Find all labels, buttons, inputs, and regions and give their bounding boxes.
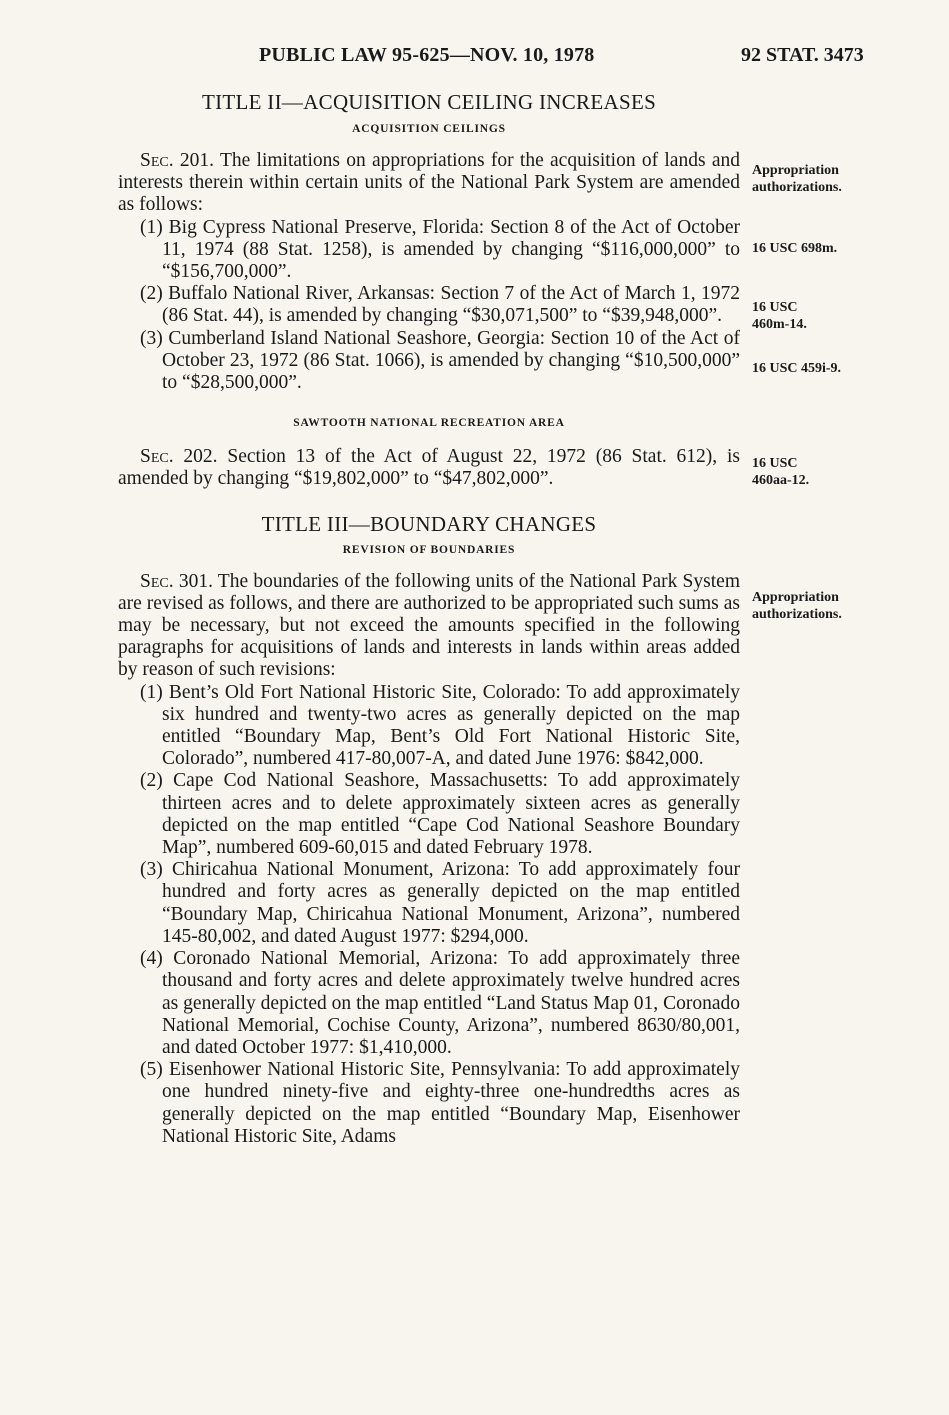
margin-note-usc-460m bbox=[752, 299, 807, 333]
sec-301-paragraph bbox=[118, 571, 740, 682]
sec-301-item-5: (5) Eisenhower National Historic Site, Pennsylvania: To add approximately one hundred ninety-five and eighty-three one-hundredths acres as generally depicted on the map entitled “Boundary Map, Eisenhower National Historic Site, Adams bbox=[140, 1059, 740, 1147]
sec-201-item-2: (2) Buffalo National River, Arkansas: Section 7 of the Act of March 1, 1972 (86 Stat. 44), is amended by changing “$30,071,500” to “$39,948,000”. bbox=[140, 283, 740, 327]
title-ii-heading: TITLE II—ACQUISITION CEILING INCREASES bbox=[201, 90, 657, 114]
margin-note-appropriation-2-line2: authorizations. bbox=[752, 607, 842, 622]
title-iii-heading: TITLE III—BOUNDARY CHANGES bbox=[261, 511, 597, 536]
sec-201-item-3: (3) Cumberland Island National Seashore, Georgia: Section 10 of the Act of October 23, 1972 (86 Stat. 1066), is amended by changing “$10,500,000” to “$28,500,000”. bbox=[140, 327, 740, 394]
sec-201-paragraph bbox=[118, 150, 740, 217]
sec-301-item-1: (1) Bent’s Old Fort National Historic Site, Colorado: To add approximately six hundred and twenty-two acres as generally depicted on the map entitled “Boundary Map, Bent’s Old Fort National Historic Site, Colorado”, numbered 417-80,007-A, and dated June 1976: $842,000. bbox=[140, 681, 740, 770]
sec-202-label: Sec. 202. bbox=[140, 446, 218, 468]
sec-301-item-4: (4) Coronado National Memorial, Arizona: To add approximately three thousand and forty acres and delete approximately twelve hundred acres as generally depicted on the map entitled “Land Status Map 01, Coronado National Memorial, Cochise County, Arizona”, numbered 8630/80,001, and dated October 1977: $1,410,000. bbox=[140, 948, 740, 1058]
sec-301-item-2: (2) Cape Cod National Seashore, Massachusetts: To add approximately thirteen acres and to delete approximately sixteen acres as generally depicted on the map entitled “Cape Cod National Seashore Boundary Map”, numbered 609-60,015 and dated February 1978. bbox=[140, 770, 740, 859]
margin-note-usc-459i: 16 USC 459i-9. bbox=[752, 361, 842, 376]
sec-201-text: The limitations on appropriations for the acquisition of lands and interests therein within certain units of the National Park System are amended as follows: bbox=[118, 150, 740, 216]
margin-note-usc-460aa bbox=[752, 455, 809, 489]
margin-note-usc-460m-line2: 460m-14. bbox=[752, 317, 807, 332]
sec-201-item-1: (1) Big Cypress National Preserve, Florida: Section 8 of the Act of October 11, 1974 (88 Stat. 1258), is amended by changing “$116,000,000” to “$156,700,000”. bbox=[140, 216, 740, 283]
sec-301-item-3: (3) Chiricahua National Monument, Arizona: To add approximately four hundred and forty acres as generally depicted on the map entitled “Boundary Map, Chiricahua National Monument, Arizona”, numbered 145-80,002, and dated August 1977: $294,000. bbox=[140, 859, 740, 947]
sec-301-text: The boundaries of the following units of the National Park System are revised as follows, and there are authorized to be appropriated such sums as may be necessary, but not exceed the amounts specified in the following paragraphs for acquisitions of lands and interests in lands within areas added by reason of such revisions: bbox=[118, 570, 740, 681]
header-stat-page: 92 STAT. 3473 bbox=[741, 44, 864, 66]
margin-note-appropriation-2-line1: Appropriation bbox=[752, 590, 839, 605]
acquisition-ceilings-heading: ACQUISITION CEILINGS bbox=[352, 123, 506, 135]
sec-202-paragraph bbox=[118, 446, 740, 490]
margin-note-appropriation-2 bbox=[752, 589, 842, 623]
running-header bbox=[0, 44, 949, 74]
sec-202-text: Section 13 of the Act of August 22, 1972 (86 Stat. 612), is amended by changing “$19,802,000” to “$47,802,000”. bbox=[118, 446, 740, 490]
margin-note-usc-698m: 16 USC 698m. bbox=[752, 241, 838, 256]
header-public-law: PUBLIC LAW 95-625—NOV. 10, 1978 bbox=[259, 44, 595, 66]
revision-of-boundaries-heading: REVISION OF BOUNDARIES bbox=[342, 543, 516, 556]
margin-note-appropriation-1-line2: authorizations. bbox=[752, 180, 842, 195]
sec-201-label: Sec. 201. bbox=[140, 150, 215, 171]
margin-note-appropriation-1 bbox=[752, 162, 842, 196]
margin-note-usc-460aa-line2: 460aa-12. bbox=[752, 473, 810, 488]
sec-301-label: Sec. 301. bbox=[140, 570, 213, 592]
margin-note-usc-460aa-line1: 16 USC bbox=[752, 456, 798, 471]
margin-note-appropriation-1-line1: Appropriation bbox=[752, 163, 839, 178]
main-text-column bbox=[118, 88, 740, 1148]
margin-note-usc-460m-line1: 16 USC bbox=[752, 300, 798, 315]
sawtooth-heading: SAWTOOTH NATIONAL RECREATION AREA bbox=[293, 417, 565, 430]
